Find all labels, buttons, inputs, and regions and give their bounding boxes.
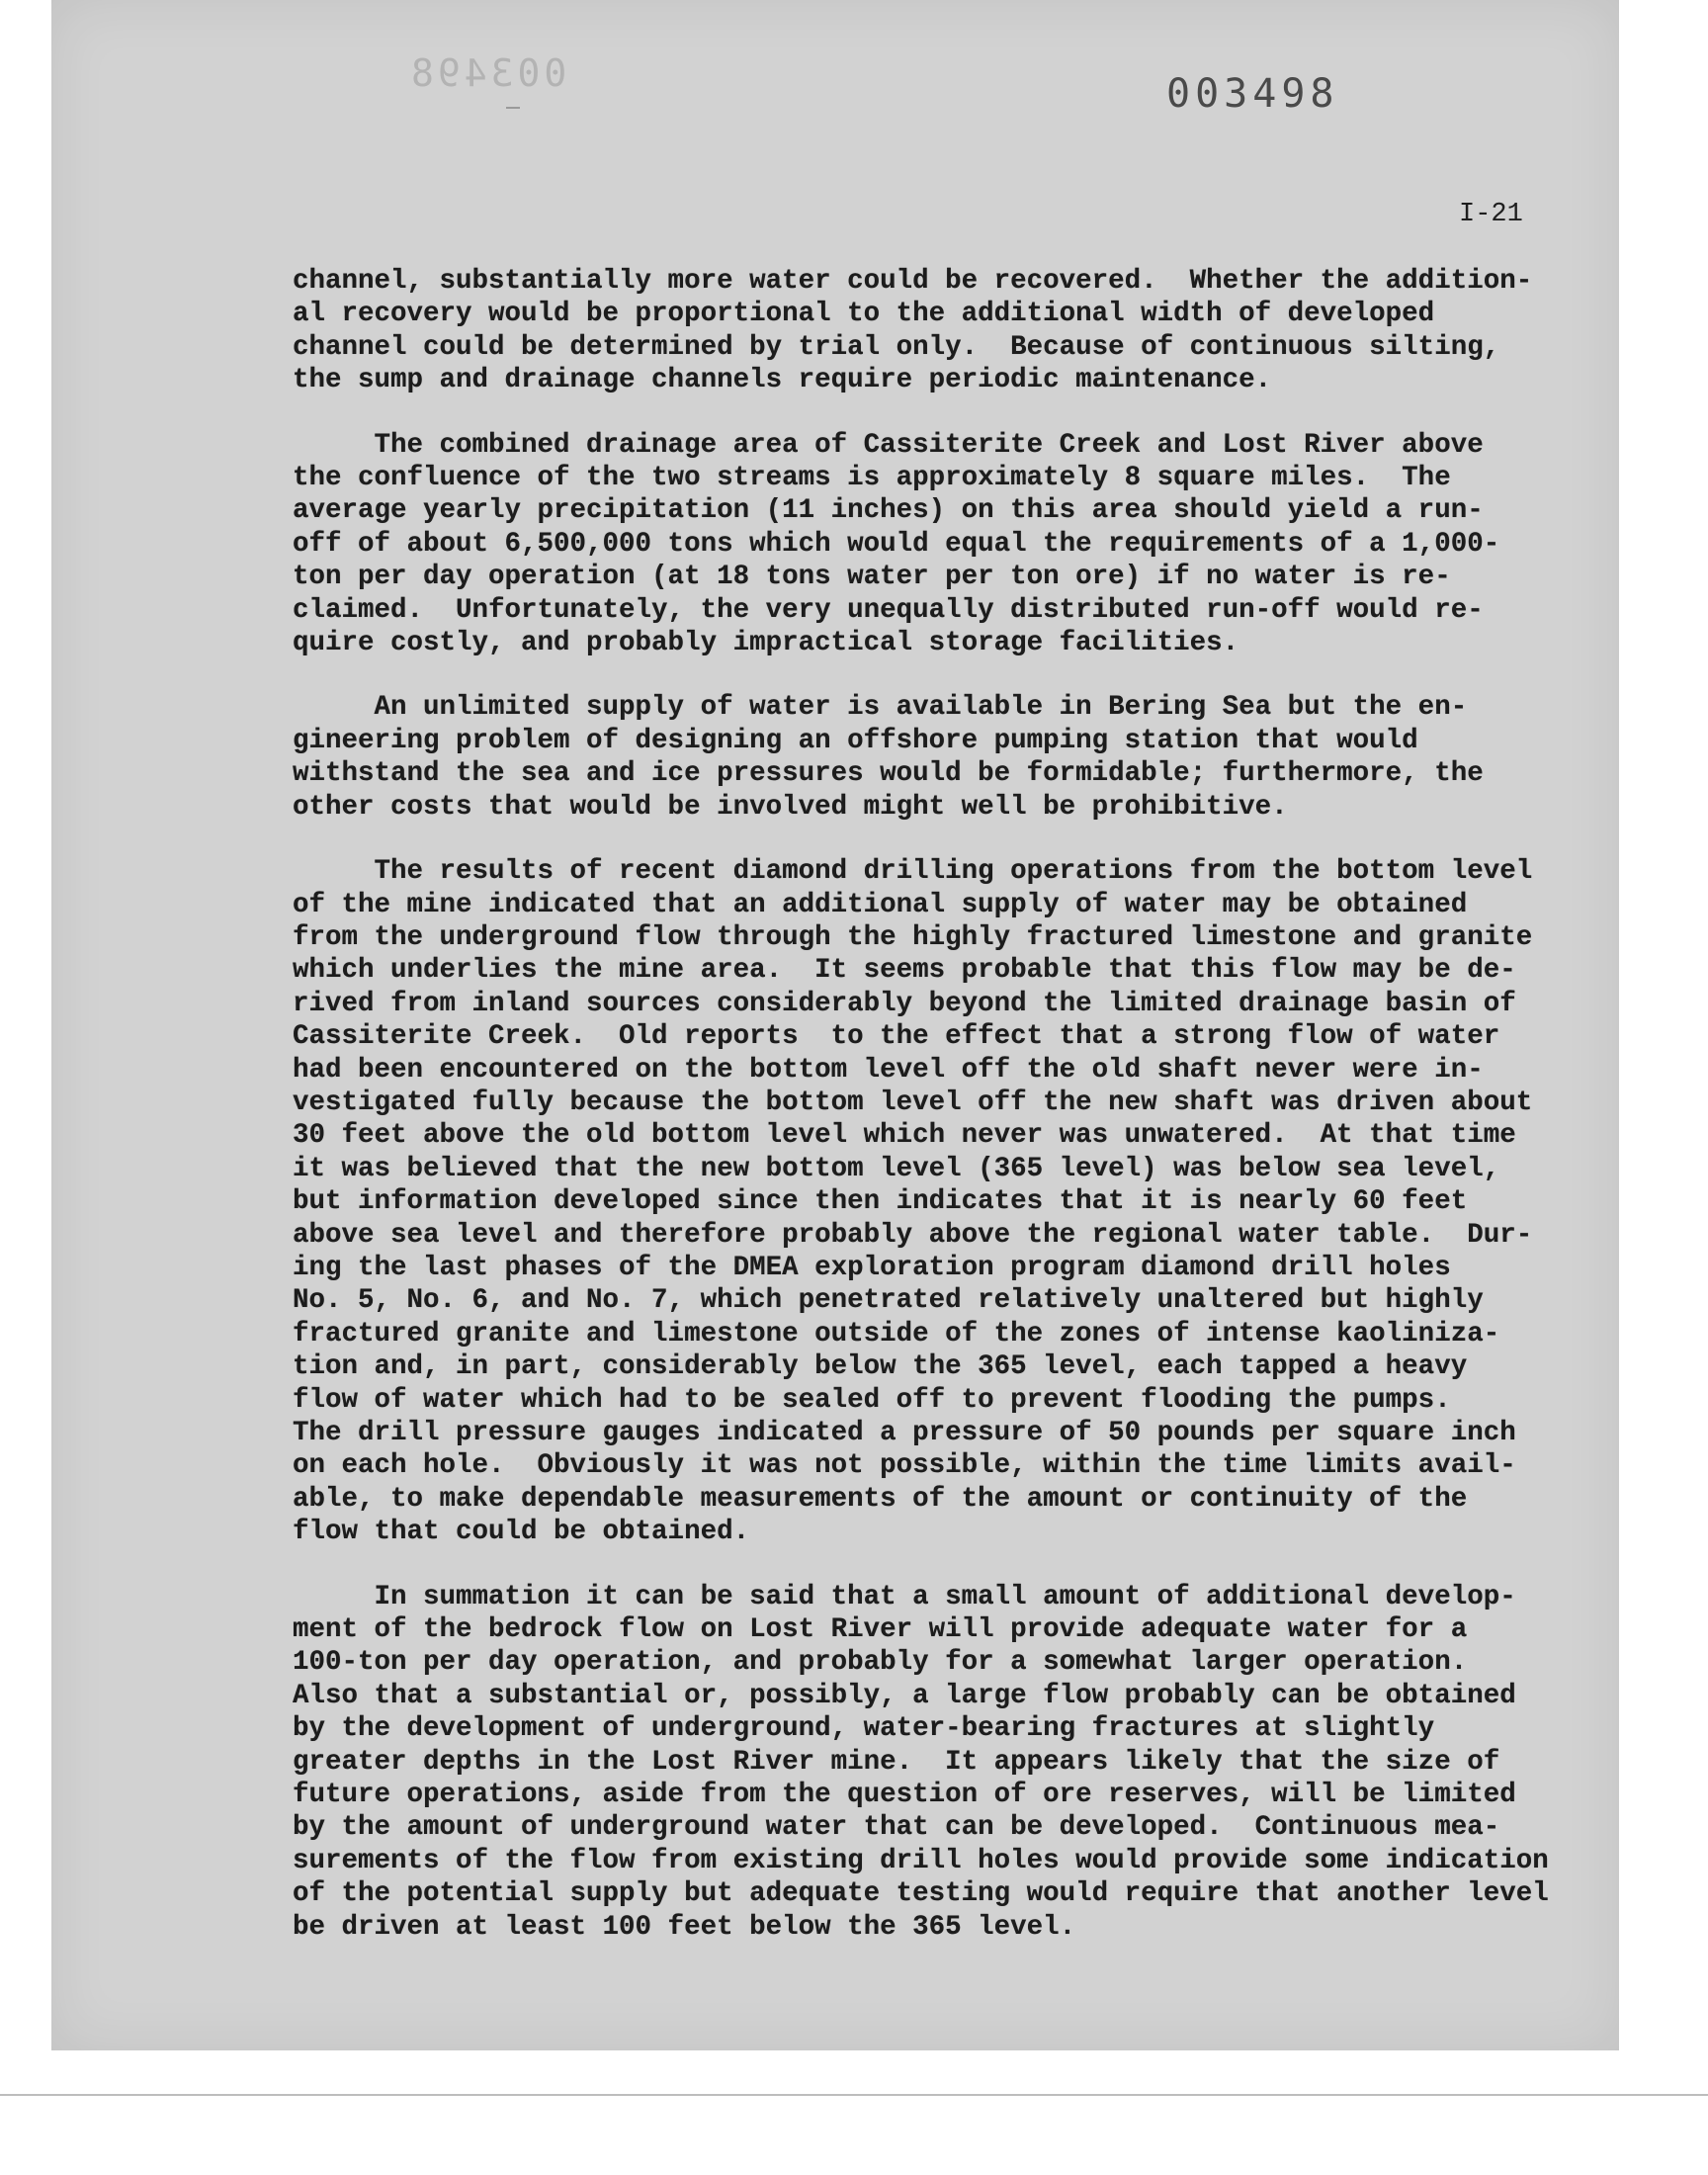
text-line: flow of water which had to be sealed off to prevent flooding the pumps. <box>293 1384 1451 1416</box>
text-line: flow that could be obtained. <box>293 1517 750 1548</box>
text-line: by the amount of underground water that can be developed. Continuous mea- <box>293 1812 1500 1844</box>
text-line: The combined drainage area of Cassiterite Creek and Lost River above <box>293 429 1484 461</box>
text-line: The drill pressure gauges indicated a pressure of 50 pounds per square inch <box>293 1418 1516 1448</box>
text-line: withstand the sea and ice pressures would be formidable; furthermore, the <box>293 758 1484 790</box>
text-line: above sea level and therefore probably above the regional water table. Dur- <box>293 1219 1533 1251</box>
text-line: 100-ton per day operation, and probably for a somewhat larger operation. <box>293 1647 1468 1679</box>
text-line: by the development of underground, water-bearing fractures at slightly <box>293 1713 1435 1745</box>
paragraph <box>293 691 1617 824</box>
text-line: on each hole. Obviously it was not possible, within the time limits avail- <box>293 1450 1516 1482</box>
text-line: 30 feet above the old bottom level which never was unwatered. At that time <box>293 1120 1516 1152</box>
text-line: the confluence of the two streams is approximately 8 square miles. The <box>293 463 1451 494</box>
text-line: al recovery would be proportional to the additional width of developed <box>293 299 1435 330</box>
text-line: rived from inland sources considerably beyond the limited drainage basin of <box>293 988 1516 1019</box>
text-line: which underlies the mine area. It seems probable that this flow may be de- <box>293 955 1516 987</box>
text-line: other costs that would be involved might well be prohibitive. <box>293 791 1288 823</box>
text-line: gineering problem of designing an offshore pumping station that would <box>293 725 1418 756</box>
text-line: The results of recent diamond drilling operations from the bottom level <box>293 856 1533 888</box>
text-line: In summation it can be said that a small amount of additional develop- <box>293 1581 1516 1612</box>
text-line: tion and, in part, considerably below the 365 level, each tapped a heavy <box>293 1351 1468 1383</box>
text-line: off of about 6,500,000 tons which would equal the requirements of a 1,000- <box>293 528 1500 560</box>
paragraph <box>293 1581 1617 1944</box>
bleed-through-dash <box>506 107 520 109</box>
text-line: the sump and drainage channels require periodic maintenance. <box>293 365 1272 396</box>
text-line: of the mine indicated that an additional supply of water may be obtained <box>293 889 1468 920</box>
text-line: An unlimited supply of water is available in Bering Sea but the en- <box>293 692 1468 724</box>
text-line: ment of the bedrock flow on Lost River will provide adequate water for a <box>293 1614 1468 1646</box>
document-body <box>293 265 1617 1975</box>
paragraph <box>293 429 1617 660</box>
text-line: but information developed since then indicates that it is nearly 60 feet <box>293 1186 1468 1218</box>
text-line: it was believed that the new bottom level (365 level) was below sea level, <box>293 1153 1500 1184</box>
text-line: greater depths in the Lost River mine. It appears likely that the size of <box>293 1746 1500 1778</box>
text-line: channel could be determined by trial only. Because of continuous silting, <box>293 331 1500 363</box>
bleed-through-number: 003498 <box>407 51 567 95</box>
document-stamp-number: 003498 <box>1166 71 1339 117</box>
text-line: channel, substantially more water could be recovered. Whether the addition- <box>293 266 1533 297</box>
text-line: future operations, aside from the question of ore reserves, will be limited <box>293 1780 1516 1811</box>
text-line: quire costly, and probably impractical storage facilities. <box>293 628 1239 659</box>
text-line: fractured granite and limestone outside of the zones of intense kaoliniza- <box>293 1318 1500 1349</box>
text-line: surements of the flow from existing drill holes would provide some indication <box>293 1845 1549 1876</box>
text-line: Cassiterite Creek. Old reports to the effect that a strong flow of water <box>293 1021 1500 1053</box>
text-line: able, to make dependable measurements of the amount or continuity of the <box>293 1483 1468 1515</box>
text-line: claimed. Unfortunately, the very unequally distributed run-off would re- <box>293 594 1484 626</box>
paragraph <box>293 265 1617 397</box>
scanner-edge-line <box>0 2094 1708 2096</box>
page-number: I-21 <box>1459 200 1523 229</box>
text-line: had been encountered on the bottom level off the old shaft never were in- <box>293 1054 1484 1086</box>
text-line: ton per day operation (at 18 tons water per ton ore) if no water is re- <box>293 562 1451 593</box>
paragraph <box>293 855 1617 1549</box>
text-line: vestigated fully because the bottom level off the new shaft was driven about <box>293 1087 1533 1118</box>
text-line: of the potential supply but adequate testing would require that another level <box>293 1878 1549 1910</box>
text-line: Also that a substantial or, possibly, a large flow probably can be obtained <box>293 1680 1516 1711</box>
text-line: ing the last phases of the DMEA exploration program diamond drill holes <box>293 1252 1451 1283</box>
text-line: from the underground flow through the highly fractured limestone and granite <box>293 921 1533 953</box>
text-line: No. 5, No. 6, and No. 7, which penetrated relatively unaltered but highly <box>293 1285 1484 1317</box>
text-line: be driven at least 100 feet below the 365 level. <box>293 1911 1076 1943</box>
text-line: average yearly precipitation (11 inches) on this area should yield a run- <box>293 495 1484 527</box>
